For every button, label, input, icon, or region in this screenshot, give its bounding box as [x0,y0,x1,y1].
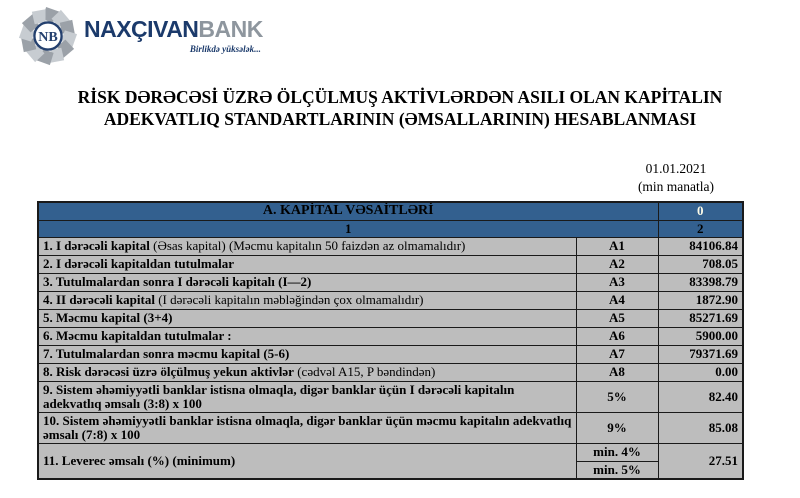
row-label-bold: 10. Sistem əhəmiyyətli banklar istisna olmaqla, digər banklar üçün məcmu kapitalın adekvatlıq əmsalı (7:8) x 100 [43,412,572,442]
row-label-bold: 6. Məcmu kapitaldan tutulmalar : [43,328,232,343]
row-label-bold: 2. I dərəcəli kapitaldan tutulmalar [43,256,235,271]
col-num-right-cell: 2 [658,220,743,237]
bank-logo [18,6,263,66]
row-label [38,237,576,255]
row-label-bold: 8. Risk dərəcəsi üzrə ölçülmuş yekun aktivlər [43,364,294,379]
row-value: 1872.90 [658,291,743,309]
capital-table [37,201,744,480]
table-row [38,291,743,309]
report-title-line1: RİSK DƏRƏCƏSİ ÜZRƏ ÖLÇÜLMUŞ AKTİVLƏRDƏN ASILI OLAN KAPİTALIN [77,87,723,107]
row-label [38,327,576,345]
table-row [38,327,743,345]
table-row [38,309,743,327]
leverage-min-top-cell: min. 4% [576,443,658,461]
row-value: 83398.79 [658,273,743,291]
row-label-bold: 3. Tutulmalardan sonra I dərəcəli kapitalı (I—2) [43,274,312,289]
section-header-cell: A. KAPİTAL VƏSAİTLƏRİ [38,202,658,220]
row-label-rest: (I dərəcəli kapitalın məbləğindən çox olmamalıdır) [154,292,424,307]
row-value: 82.40 [658,381,743,412]
row-code: A3 [576,273,658,291]
row-label [38,309,576,327]
row-value: 5900.00 [658,327,743,345]
report-meta [610,160,742,196]
row-code: A6 [576,327,658,345]
section-value-cell: 0 [658,202,743,220]
table-row [38,412,743,443]
table-row [38,363,743,381]
table-row [38,381,743,412]
row-label [38,291,576,309]
leverage-min-bottom-cell: min. 5% [576,461,658,479]
unit-note: (min manatla) [637,179,715,194]
row-label [38,345,576,363]
row-value: 0.00 [658,363,743,381]
bank-tagline: Birlikdə yüksələk... [189,44,261,54]
row-label [38,381,576,412]
row-label-bold: 5. Məcmu kapital (3+4) [43,310,173,325]
row-value: 708.05 [658,255,743,273]
row-label [38,273,576,291]
col-num-left-cell: 1 [38,220,658,237]
row-label [38,412,576,443]
row-value: 84106.84 [658,237,743,255]
table-row [38,255,743,273]
row-code: A4 [576,291,658,309]
section-header-row [38,202,743,220]
row-value: 27.51 [658,443,743,479]
row-label-bold: 7. Tutulmalardan sonra məcmu kapital (5-6) [43,346,290,361]
row-label-rest: (cədvəl A15, P bəndindən) [293,364,436,379]
table-row [38,237,743,255]
wordmark-primary: NAXÇIVAN [84,16,199,42]
row-label [38,255,576,273]
row-value: 79371.69 [658,345,743,363]
row-label-bold: 4. II dərəcəli kapital [43,292,155,307]
row-code: A7 [576,345,658,363]
table-row [38,345,743,363]
report-title [0,86,800,130]
row-code: A8 [576,363,658,381]
row-label [38,363,576,381]
row-label-bold: 9. Sistem əhəmiyyətli banklar istisna olmaqla, digər banklar üçün I dərəcəli kapitalın adekvatlıq əmsalı (3:8) x 100 [43,381,515,411]
bank-wordmark [84,18,263,41]
wordmark-secondary: BANK [198,16,263,42]
leverage-row [38,443,743,461]
bank-emblem-icon [18,6,78,66]
row-value: 85271.69 [658,309,743,327]
row-code: A5 [576,309,658,327]
logo-text [84,18,263,54]
report-date: 01.01.2021 [645,161,707,176]
row-label-rest: (Əsas kapital) (Məcmu kapitalın 50 faizdən az olmamalıdır) [149,238,466,253]
row-label-bold: 1. I dərəcəli kapital [43,238,150,253]
row-label [38,443,576,479]
row-code: 5% [576,381,658,412]
row-code: A1 [576,237,658,255]
column-number-row [38,220,743,237]
nb-monogram: NB [38,29,58,46]
row-value: 85.08 [658,412,743,443]
table-row [38,273,743,291]
row-code: A2 [576,255,658,273]
row-code: 9% [576,412,658,443]
report-title-line2: ADEKVATLIQ STANDARTLARININ (ƏMSALLARININ) HESABLANMASI [103,109,697,129]
row-label-bold: 11. Leverec əmsalı (%) (minimum) [43,452,236,468]
